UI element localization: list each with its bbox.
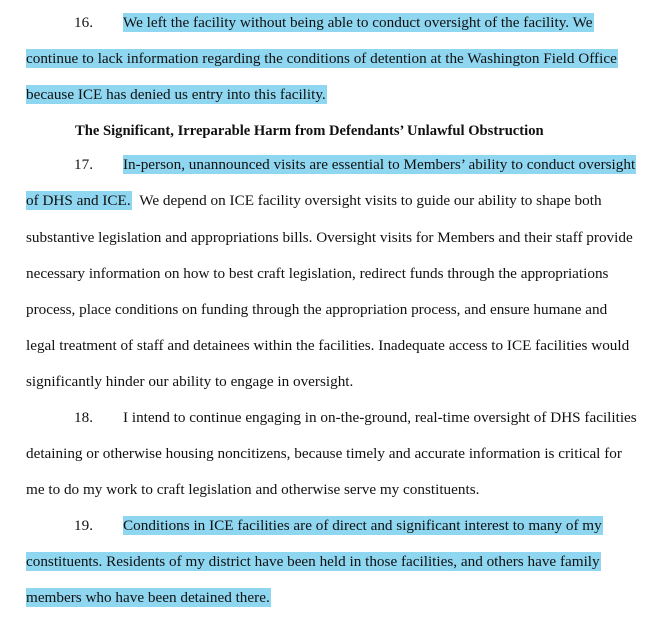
paragraph-17-line-6 — [0, 336, 666, 356]
section-heading: The Significant, Irreparable Harm from Defendants’ Unlawful Obstruction — [75, 123, 544, 139]
paragraph-17-line-1 — [0, 155, 666, 175]
paragraph-17-line-7 — [0, 372, 666, 392]
body-text: process, place conditions on funding through the appropriation process, and ensure humane and — [26, 301, 608, 318]
highlighted-text: continue to lack information regarding the conditions of detention at the Washington Field Office — [26, 50, 617, 67]
paragraph-18-line-2 — [0, 444, 666, 464]
body-text: legal treatment of staff and detainees within the facilities. Inadequate access to ICE facilities would — [26, 337, 630, 354]
highlighted-text: because ICE has denied us entry into this facility. — [26, 86, 326, 103]
paragraph-16-line-1 — [0, 13, 666, 33]
body-text: necessary information on how to best craft legislation, redirect funds through the appropriations — [26, 265, 609, 282]
highlighted-text: In-person, unannounced visits are essential to Members’ ability to conduct oversight — [123, 156, 636, 173]
paragraph-16-line-3 — [0, 85, 666, 105]
paragraph-number: 16. — [74, 14, 93, 31]
paragraph-19-line-1 — [0, 516, 666, 536]
paragraph-17-line-5 — [0, 300, 666, 320]
highlighted-text: constituents. Residents of my district have been held in those facilities, and others have family — [26, 553, 600, 570]
paragraph-17-line-3 — [0, 228, 666, 248]
paragraph-19-line-2 — [0, 552, 666, 572]
paragraph-number: 19. — [74, 517, 93, 534]
body-text: detaining or otherwise housing noncitizens, because timely and accurate information is critical for — [26, 445, 622, 462]
body-text: substantive legislation and appropriations bills. Oversight visits for Members and their staff provide — [26, 229, 633, 246]
paragraph-18-line-3 — [0, 480, 666, 500]
paragraph-17-line-2 — [0, 191, 666, 211]
paragraph-number: 17. — [74, 156, 93, 173]
body-text: We depend on ICE facility oversight visits to guide our ability to shape both — [139, 192, 602, 209]
highlighted-text: Conditions in ICE facilities are of direct and significant interest to many of my — [123, 517, 602, 534]
body-text: I intend to continue engaging in on-the-ground, real-time oversight of DHS facilities — [123, 409, 637, 426]
paragraph-number: 18. — [74, 409, 93, 426]
body-text: significantly hinder our ability to engage in oversight. — [26, 373, 354, 390]
paragraph-16-line-2 — [0, 49, 666, 69]
paragraph-19-line-3 — [0, 588, 666, 608]
highlighted-text: We left the facility without being able to conduct oversight of the facility. We — [123, 14, 593, 31]
highlighted-text: of DHS and ICE. — [26, 192, 131, 209]
paragraph-18-line-1 — [0, 408, 666, 428]
paragraph-17-line-4 — [0, 264, 666, 284]
body-text: me to do my work to craft legislation and otherwise serve my constituents. — [26, 481, 480, 498]
highlighted-text: members who have been detained there. — [26, 589, 270, 606]
